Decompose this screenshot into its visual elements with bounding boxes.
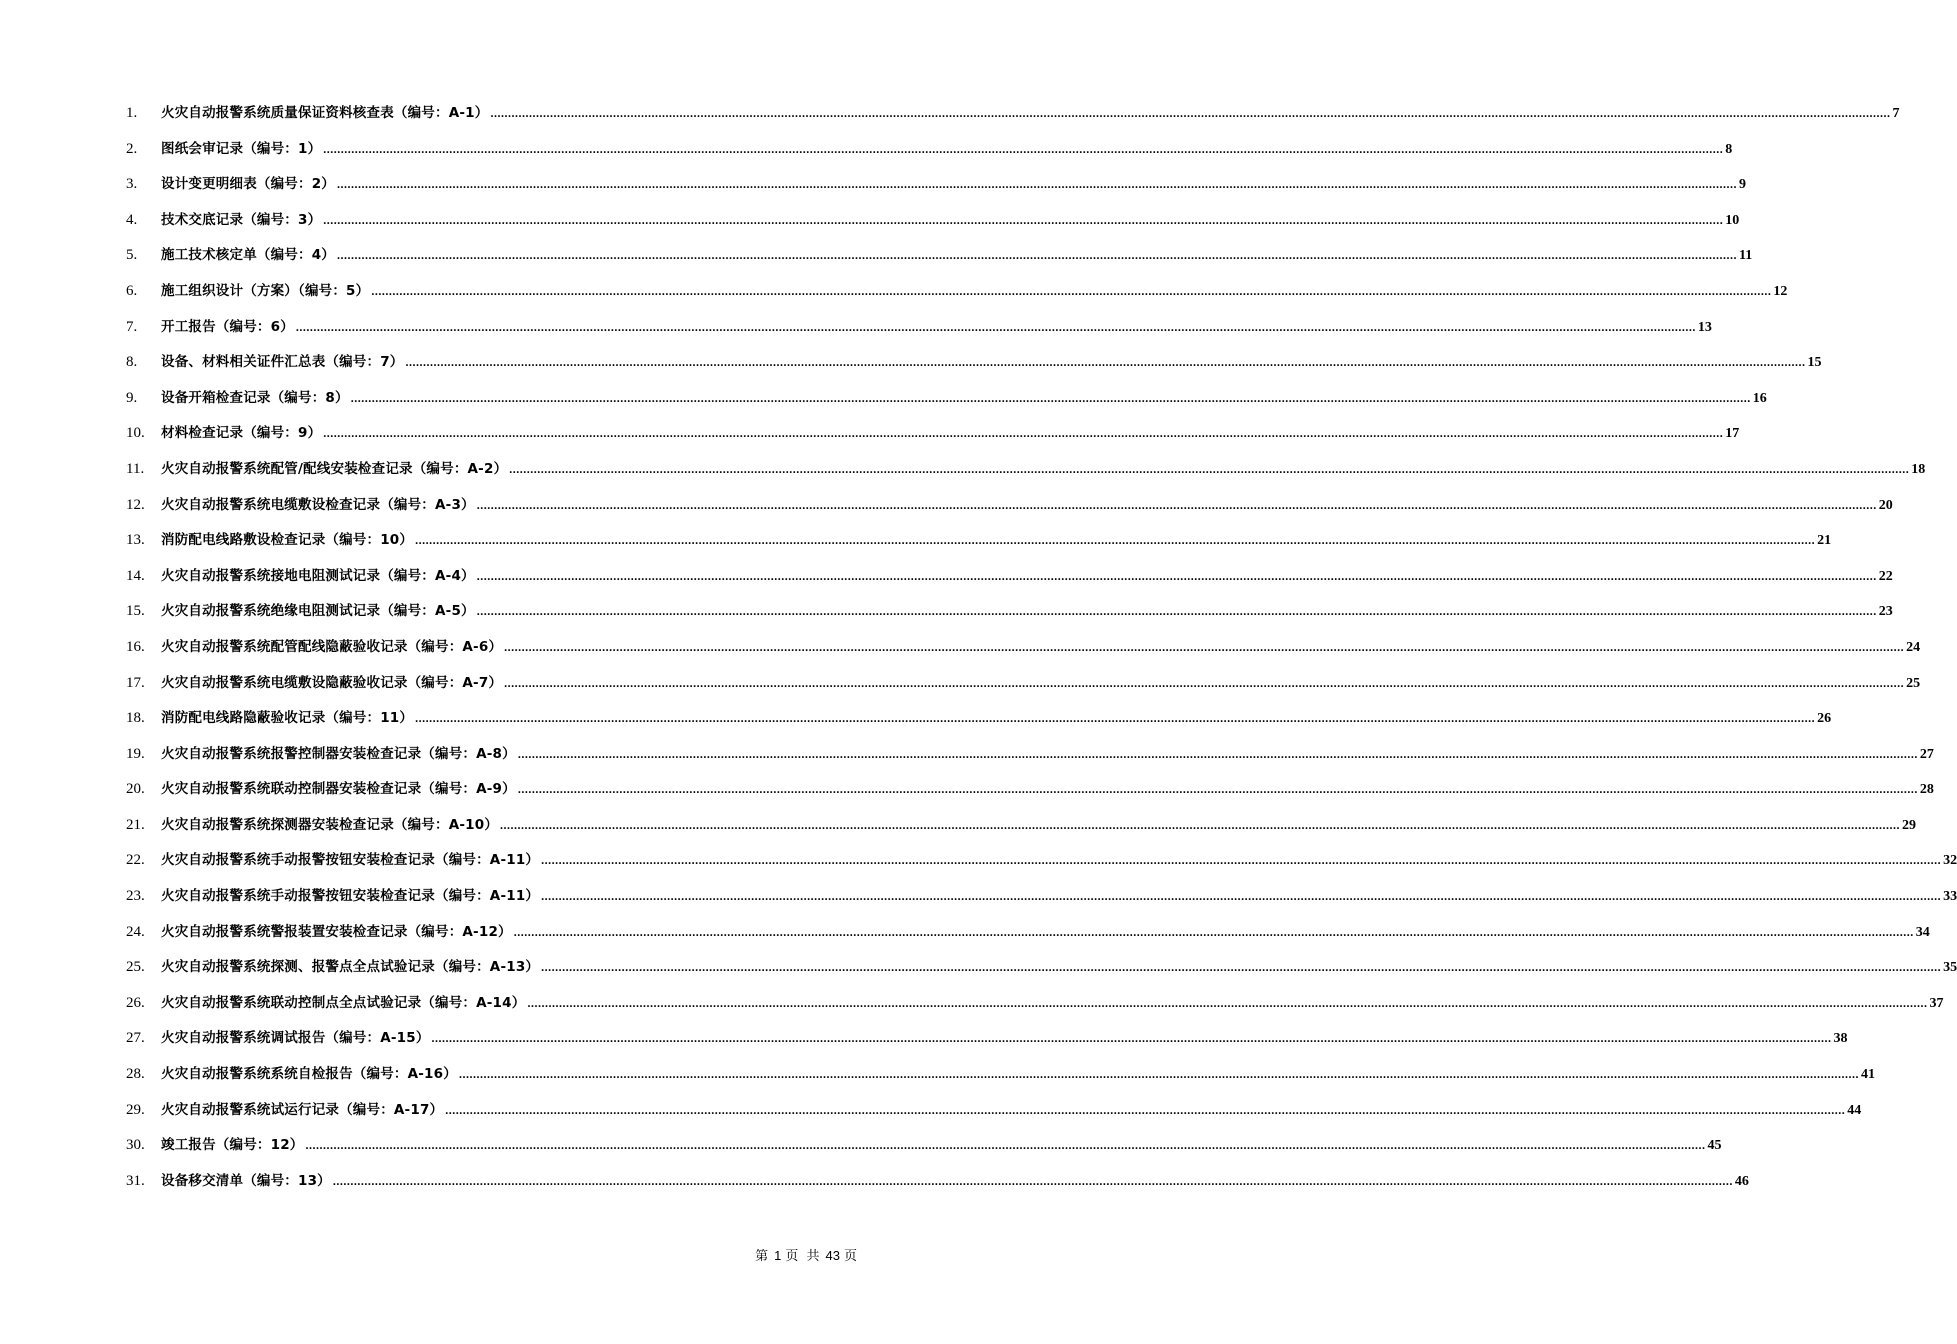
toc-entry-page-number[interactable]: 24 xyxy=(1906,639,1921,655)
footer-middle: 页 共 xyxy=(785,1249,822,1264)
toc-entry-number: 9. xyxy=(126,389,138,406)
footer-current-page: 1 xyxy=(774,1248,782,1263)
toc-entry[interactable] xyxy=(126,1021,1848,1057)
toc-entry[interactable] xyxy=(126,772,1934,808)
toc-entry-title[interactable]: 火灾自动报警系统电缆敷设检查记录（编号：A-3） xyxy=(161,496,475,513)
toc-dot-leader: ................................................................................................................................................................................................................................................................................................................................................................................................................ xyxy=(504,675,1905,690)
toc-entry-number: 10. xyxy=(126,425,145,442)
toc-entry-title[interactable]: 开工报告（编号：6） xyxy=(161,318,294,335)
toc-entry[interactable] xyxy=(126,1164,1749,1200)
toc-entry-number: 21. xyxy=(126,816,145,833)
toc-entry-page-number[interactable]: 22 xyxy=(1878,568,1893,584)
toc-entry-number: 6. xyxy=(126,282,138,299)
toc-entry-page-number[interactable]: 27 xyxy=(1919,746,1934,762)
toc-dot-leader: ................................................................................................................................................................................................................................................................................................................................................................................................................ xyxy=(541,853,1942,868)
toc-dot-leader: ................................................................................................................................................................................................................................................................................................................................................................................................................ xyxy=(445,1102,1846,1117)
toc-entry[interactable] xyxy=(126,167,1746,203)
toc-entry[interactable] xyxy=(126,416,1740,452)
toc-dot-leader: ................................................................................................................................................................................................................................................................................................................................................................................................................ xyxy=(509,461,1910,476)
toc-dot-leader: ................................................................................................................................................................................................................................................................................................................................................................................................................ xyxy=(323,212,1724,227)
toc-entry-title[interactable]: 施工技术核定单（编号：4） xyxy=(161,247,335,264)
toc-dot-leader: ................................................................................................................................................................................................................................................................................................................................................................................................................ xyxy=(332,1173,1733,1188)
toc-entry-title[interactable]: 设备开箱检查记录（编号：8） xyxy=(161,389,349,406)
toc-entry-title[interactable]: 设备移交清单（编号：13） xyxy=(161,1172,331,1189)
toc-entry[interactable] xyxy=(126,345,1822,381)
toc-entry-number: 29. xyxy=(126,1101,145,1118)
toc-entry-page-number[interactable]: 8 xyxy=(1725,141,1733,157)
toc-entry-number: 4. xyxy=(126,211,138,228)
toc-entry[interactable] xyxy=(126,666,1921,702)
toc-entry[interactable] xyxy=(126,381,1767,417)
toc-dot-leader: ................................................................................................................................................................................................................................................................................................................................................................................................................ xyxy=(305,1138,1706,1153)
toc-entry-number: 7. xyxy=(126,318,138,335)
toc-dot-leader: ................................................................................................................................................................................................................................................................................................................................................................................................................ xyxy=(500,817,1901,832)
toc-dot-leader: ................................................................................................................................................................................................................................................................................................................................................................................................................ xyxy=(517,782,1918,797)
toc-entry-page-number[interactable]: 7 xyxy=(1892,106,1900,121)
toc-entry-page-number[interactable]: 23 xyxy=(1878,604,1893,620)
toc-entry-title[interactable]: 火灾自动报警系统接地电阻测试记录（编号：A-4） xyxy=(161,567,475,584)
toc-entry-page-number[interactable]: 34 xyxy=(1915,924,1930,940)
toc-entry-number: 5. xyxy=(126,247,138,264)
toc-entry[interactable] xyxy=(126,950,1957,986)
toc-entry-title[interactable]: 火灾自动报警系统探测、报警点全点试验记录（编号：A-13） xyxy=(161,959,540,976)
toc-entry-page-number[interactable]: 25 xyxy=(1906,675,1921,691)
toc-dot-leader: ................................................................................................................................................................................................................................................................................................................................................................................................................ xyxy=(431,1031,1832,1046)
footer-prefix: 第 xyxy=(755,1249,771,1264)
toc-entry-title[interactable]: 火灾自动报警系统手动报警按钮安装检查记录（编号：A-11） xyxy=(161,852,540,869)
toc-entry[interactable] xyxy=(126,1093,1862,1129)
toc-dot-leader: ................................................................................................................................................................................................................................................................................................................................................................................................................ xyxy=(541,960,1942,975)
table-of-contents xyxy=(126,96,1957,1199)
toc-entry-title[interactable]: 火灾自动报警系统联动控制点全点试验记录（编号：A-14） xyxy=(161,994,526,1011)
toc-entry-page-number[interactable]: 12 xyxy=(1773,283,1788,299)
toc-entry-number: 25. xyxy=(126,959,145,976)
toc-dot-leader: ................................................................................................................................................................................................................................................................................................................................................................................................................ xyxy=(458,1067,1859,1082)
toc-entry-number: 11. xyxy=(126,460,145,477)
toc-entry-number: 3. xyxy=(126,176,138,193)
toc-dot-leader: ................................................................................................................................................................................................................................................................................................................................................................................................................ xyxy=(405,355,1806,370)
page-footer xyxy=(755,1245,859,1264)
toc-entry[interactable] xyxy=(126,915,1930,951)
toc-entry-title[interactable]: 火灾自动报警系统绝缘电阻测试记录（编号：A-5） xyxy=(161,603,475,620)
toc-dot-leader: ................................................................................................................................................................................................................................................................................................................................................................................................................ xyxy=(337,248,1737,263)
toc-entry[interactable] xyxy=(126,1057,1875,1093)
toc-dot-leader: ................................................................................................................................................................................................................................................................................................................................................................................................................ xyxy=(476,604,1877,619)
toc-entry-number: 28. xyxy=(126,1066,145,1083)
toc-entry-title[interactable]: 设备、材料相关证件汇总表（编号：7） xyxy=(161,354,404,371)
toc-entry-page-number[interactable]: 21 xyxy=(1817,533,1832,549)
toc-entry[interactable] xyxy=(126,452,1926,488)
toc-entry-page-number[interactable]: 17 xyxy=(1725,426,1740,442)
toc-entry-page-number[interactable]: 44 xyxy=(1847,1102,1862,1118)
toc-entry-page-number[interactable]: 29 xyxy=(1902,817,1917,833)
toc-entry-title[interactable]: 火灾自动报警系统手动报警按钮安装检查记录（编号：A-11） xyxy=(161,888,540,905)
toc-dot-leader: ................................................................................................................................................................................................................................................................................................................................................................................................................ xyxy=(490,106,1891,120)
toc-entry-page-number[interactable]: 15 xyxy=(1807,355,1822,371)
toc-entry-page-number[interactable]: 16 xyxy=(1752,390,1767,406)
toc-entry-number: 17. xyxy=(126,674,145,691)
toc-entry-title[interactable]: 消防配电线路敷设检查记录（编号：10） xyxy=(161,532,414,549)
toc-entry-number: 30. xyxy=(126,1137,145,1154)
toc-entry[interactable] xyxy=(126,986,1944,1022)
toc-entry-number: 18. xyxy=(126,710,145,727)
footer-total-pages: 43 xyxy=(825,1248,840,1263)
toc-entry-title[interactable]: 火灾自动报警系统配管/配线安装检查记录（编号：A-2） xyxy=(161,460,508,477)
toc-entry-number: 16. xyxy=(126,638,145,655)
toc-entry-number: 24. xyxy=(126,923,145,940)
toc-dot-leader: ................................................................................................................................................................................................................................................................................................................................................................................................................ xyxy=(504,639,1905,654)
toc-entry-page-number[interactable]: 20 xyxy=(1878,497,1893,513)
toc-entry-title[interactable]: 火灾自动报警系统警报装置安装检查记录（编号：A-12） xyxy=(161,923,512,940)
toc-entry[interactable] xyxy=(126,737,1934,773)
toc-entry-title[interactable]: 火灾自动报警系统电缆敷设隐蔽验收记录（编号：A-7） xyxy=(161,674,503,691)
toc-entry-page-number[interactable]: 45 xyxy=(1707,1138,1722,1154)
toc-entry-title[interactable]: 火灾自动报警系统探测器安装检查记录（编号：A-10） xyxy=(161,816,499,833)
toc-entry-number: 12. xyxy=(126,496,145,513)
toc-entry[interactable] xyxy=(126,808,1917,844)
toc-entry-page-number[interactable]: 26 xyxy=(1817,711,1832,727)
toc-dot-leader: ................................................................................................................................................................................................................................................................................................................................................................................................................ xyxy=(323,426,1724,441)
toc-entry[interactable] xyxy=(126,238,1753,274)
toc-dot-leader: ................................................................................................................................................................................................................................................................................................................................................................................................................ xyxy=(527,995,1928,1010)
toc-entry-number: 20. xyxy=(126,781,145,798)
toc-entry-number: 14. xyxy=(126,567,145,584)
toc-entry-title[interactable]: 图纸会审记录（编号：1） xyxy=(161,140,322,157)
toc-dot-leader: ................................................................................................................................................................................................................................................................................................................................................................................................................ xyxy=(513,924,1914,939)
toc-entry[interactable] xyxy=(126,488,1893,524)
toc-entry-number: 26. xyxy=(126,994,145,1011)
toc-entry-title[interactable]: 火灾自动报警系统配管配线隐蔽验收记录（编号：A-6） xyxy=(161,638,503,655)
toc-entry[interactable] xyxy=(126,132,1733,168)
toc-entry[interactable] xyxy=(126,523,1832,559)
toc-dot-leader: ................................................................................................................................................................................................................................................................................................................................................................................................................ xyxy=(295,319,1696,334)
toc-entry-title[interactable]: 火灾自动报警系统报警控制器安装检查记录（编号：A-8） xyxy=(161,745,516,762)
toc-entry-page-number[interactable]: 28 xyxy=(1919,782,1934,798)
toc-dot-leader: ................................................................................................................................................................................................................................................................................................................................................................................................................ xyxy=(476,568,1877,583)
toc-entry-title[interactable]: 火灾自动报警系统调试报告（编号：A-15） xyxy=(161,1030,430,1047)
footer-suffix: 页 xyxy=(843,1249,859,1264)
toc-entry-title[interactable]: 技术交底记录（编号：3） xyxy=(161,211,322,228)
toc-dot-leader: ................................................................................................................................................................................................................................................................................................................................................................................................................ xyxy=(541,889,1942,904)
toc-entry-number: 22. xyxy=(126,852,145,869)
toc-entry-number: 19. xyxy=(126,745,145,762)
toc-dot-leader: ................................................................................................................................................................................................................................................................................................................................................................................................................ xyxy=(323,141,1724,156)
toc-dot-leader: ................................................................................................................................................................................................................................................................................................................................................................................................................ xyxy=(415,533,1816,548)
toc-entry-number: 8. xyxy=(126,354,138,371)
toc-entry-page-number[interactable]: 11 xyxy=(1739,248,1753,264)
toc-entry[interactable] xyxy=(126,559,1893,595)
toc-entry-page-number[interactable]: 18 xyxy=(1911,461,1926,477)
toc-entry-page-number[interactable]: 10 xyxy=(1725,212,1740,228)
toc-dot-leader: ................................................................................................................................................................................................................................................................................................................................................................................................................ xyxy=(350,390,1751,405)
toc-entry[interactable] xyxy=(126,1128,1722,1164)
toc-entry-title[interactable]: 材料检查记录（编号：9） xyxy=(161,425,322,442)
toc-dot-leader: ................................................................................................................................................................................................................................................................................................................................................................................................................ xyxy=(517,746,1918,761)
toc-entry-title[interactable]: 施工组织设计（方案）（编号：5） xyxy=(161,282,370,299)
toc-entry-title[interactable]: 设计变更明细表（编号：2） xyxy=(161,176,335,193)
toc-entry[interactable] xyxy=(126,879,1957,915)
toc-entry-title[interactable]: 火灾自动报警系统联动控制器安装检查记录（编号：A-9） xyxy=(161,781,516,798)
toc-entry-page-number[interactable]: 38 xyxy=(1833,1031,1848,1047)
toc-dot-leader: ................................................................................................................................................................................................................................................................................................................................................................................................................ xyxy=(337,177,1737,192)
toc-entry[interactable] xyxy=(126,203,1740,239)
toc-entry-number: 1. xyxy=(126,105,138,121)
toc-entry[interactable] xyxy=(126,594,1893,630)
toc-entry-title[interactable]: 火灾自动报警系统试运行记录（编号：A-17） xyxy=(161,1101,444,1118)
toc-entry-number: 15. xyxy=(126,603,145,620)
toc-entry-page-number[interactable]: 35 xyxy=(1943,960,1957,976)
toc-entry-number: 13. xyxy=(126,532,145,549)
toc-entry-page-number[interactable]: 9 xyxy=(1739,177,1746,193)
toc-entry-page-number[interactable]: 37 xyxy=(1929,995,1944,1011)
toc-entry[interactable] xyxy=(126,274,1788,310)
toc-entry-page-number[interactable]: 13 xyxy=(1697,319,1712,335)
toc-entry-page-number[interactable]: 46 xyxy=(1734,1173,1749,1189)
toc-dot-leader: ................................................................................................................................................................................................................................................................................................................................................................................................................ xyxy=(476,497,1877,512)
toc-entry-number: 23. xyxy=(126,888,145,905)
toc-entry[interactable] xyxy=(126,843,1957,879)
toc-entry-title[interactable]: 火灾自动报警系统系统自检报告（编号：A-16） xyxy=(161,1066,457,1083)
toc-entry-page-number[interactable]: 33 xyxy=(1943,889,1957,905)
toc-entry-title[interactable]: 火灾自动报警系统质量保证资料核查表（编号：A-1） xyxy=(161,105,489,121)
toc-entry[interactable] xyxy=(126,96,1900,132)
toc-dot-leader: ................................................................................................................................................................................................................................................................................................................................................................................................................ xyxy=(415,711,1816,726)
toc-entry-title[interactable]: 竣工报告（编号：12） xyxy=(161,1137,304,1154)
toc-entry-number: 31. xyxy=(126,1172,145,1189)
toc-entry[interactable] xyxy=(126,701,1832,737)
toc-entry[interactable] xyxy=(126,630,1921,666)
toc-entry-number: 27. xyxy=(126,1030,145,1047)
toc-entry[interactable] xyxy=(126,310,1712,346)
toc-entry-title[interactable]: 消防配电线路隐蔽验收记录（编号：11） xyxy=(161,710,414,727)
toc-dot-leader: ................................................................................................................................................................................................................................................................................................................................................................................................................ xyxy=(371,283,1772,298)
toc-entry-page-number[interactable]: 41 xyxy=(1860,1067,1875,1083)
toc-entry-number: 2. xyxy=(126,140,138,157)
toc-entry-page-number[interactable]: 32 xyxy=(1943,853,1957,869)
